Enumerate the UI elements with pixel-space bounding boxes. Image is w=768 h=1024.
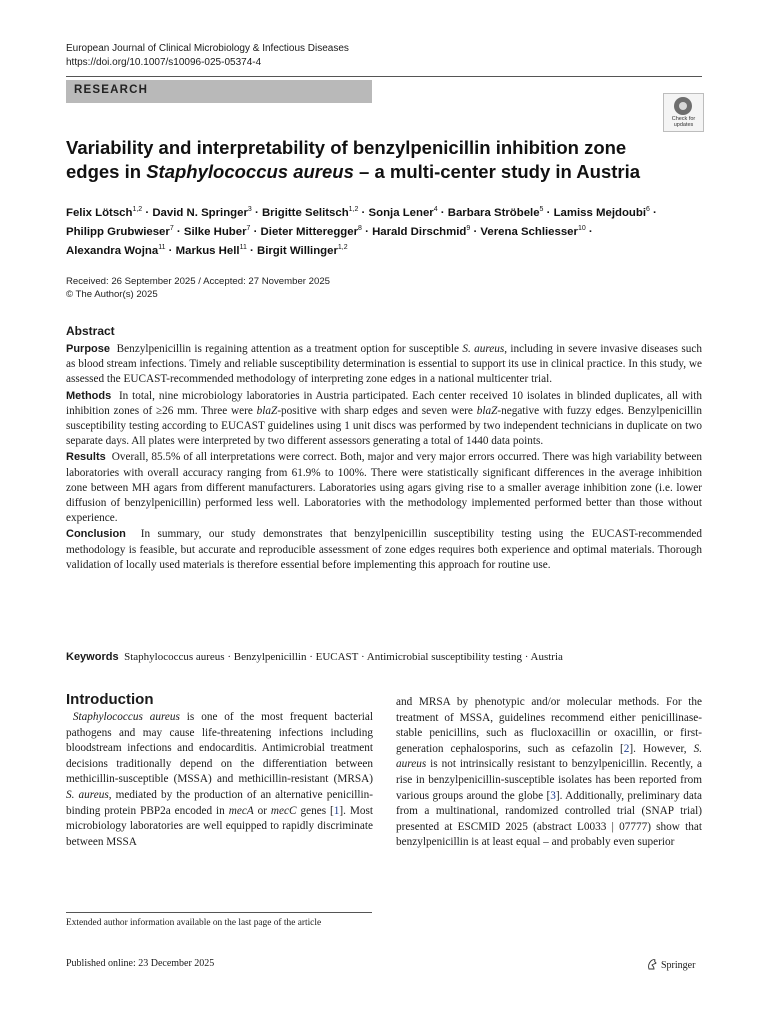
author-name[interactable]: Felix Lötsch [66,206,133,219]
check-updates-icon [674,97,692,115]
citation-link-3[interactable]: 3 [550,789,556,802]
introduction-heading: Introduction [66,691,154,708]
title-line-1: Variability and interpretability of benzylpenicillin inhibition zone [66,137,627,158]
author-affiliation: 3 [247,206,252,213]
publisher-logo [646,958,695,973]
footnote: Extended author information available on the last page of the article [66,918,322,928]
abstract-purpose: Purpose Benzylpenicillin is regaining attention as a treatment option for susceptible S. aureus, including in severe invasive diseases such as blood stream infections. Timely and reliable susceptibility determination is essential to support its use in clinical practice. In this study, we assessed the EUCAST-recommended methodology of interpreting zone edges in a national multicenter trial. [66,343,702,386]
author-name[interactable]: David N. Springer [152,206,248,219]
journal-name: European Journal of Clinical Microbiology & Infectious Diseases [66,43,349,54]
author-affiliation: 9 [466,224,471,232]
author-affiliation: 1,2 [337,243,348,251]
author-name[interactable]: Sonja Lener [368,206,434,219]
author-name[interactable]: Harald Dirschmid [372,225,467,238]
abstract-methods: Methods In total, nine microbiology laboratories in Austria participated. Each center received 10 isolates in blinded duplicates, all with inhibition zones of ≥26 mm. Three were blaZ-positive with sharp edges and seven were blaZ-negative with fuzzy edges. Benzylpenicillin susceptibility testing according to EUCAST guidelines using 1 unit discs was performed by two independent technicians in duplicate on two separate days. All plates were interpreted by two different assessors generating a total of 1440 data points. [66,389,703,448]
springer-horse-icon [646,958,658,970]
section-label: RESEARCH [74,84,149,96]
author-list: Felix Lötsch$^{1,2}$ · David N. Springer$^3$ · Brigitte Selitsch$^{1,2}$ · Sonja Lener$^4$ · Barbara Ströbele$^5$ · Lamiss Mejdoubi$^6$ · Philipp Grubwieser$^7$ · Silke Huber$^7$ · Dieter Mitteregger$^8$ · Harald Dirschmid$^9$ · Verena Schliesser$^{10}$ · Alexandra Wojna$^{11}$ · Markus Hell$^{11}$ · Birgit Willinger$^{1,2}$ [66,206,657,257]
author-name[interactable]: Markus Hell [175,244,240,257]
keywords-label: Keywords [66,651,119,663]
author-affiliation: 11 [239,243,247,251]
author-name[interactable]: Dieter Mitteregger [260,225,359,238]
keywords [66,650,702,664]
author-name[interactable]: Lamiss Mejdoubi [553,206,646,219]
author-affiliation: 7 [169,224,174,232]
copyright: © The Author(s) 2025 [66,289,158,300]
author-name[interactable]: Silke Huber [183,225,247,238]
article-dates [66,275,330,301]
author-affiliation: 1,2 [132,206,143,213]
author-name[interactable]: Philipp Grubwieser [66,225,170,238]
author-affiliation: 6 [645,206,650,213]
doi-link[interactable]: https://doi.org/10.1007/s10096-025-05374-4 [66,57,262,68]
keywords-text: Staphylococcus aureus · Benzylpenicillin · EUCAST · Antimicrobial susceptibility testing · Austria [124,651,563,663]
badge-text: Check for updates [671,116,696,128]
check-for-updates-badge[interactable] [663,93,704,132]
author-affiliation: 5 [539,206,544,213]
author-name[interactable]: Alexandra Wojna [66,244,159,257]
section-bar [66,80,372,103]
author-affiliation: 10 [577,224,586,232]
author-affiliation: 4 [433,206,438,213]
author-affiliation: 1,2 [348,206,359,213]
abstract-results: Results Overall, 85.5% of all interpretations were correct. Both, major and very major errors occurred. There was high variability between laboratories with overall accuracy ranging from 61.9% to 100%. There were statistically significant differences in the average inhibition zone between MH agars from different manufacturers. Laboratories using agars giving rise to a smaller average inhibition zone (i.e. lower diffusion of benzylpenicillin) performed less well. Laboratories with the methodology implemented performed better than those without experience. [66,451,702,525]
author-affiliation: 11 [158,243,166,251]
author-name[interactable]: Birgit Willinger [256,244,338,257]
intro-column-right: and MRSA by phenotypic and/or molecular methods. For the treatment of MSSA, guidelines recommend either penicillinase-stable penicillins, such as flucloxacillin or oxacillin, or first-generation cephalosporins, such as cefazolin [2]. However, S. aureus is not intrinsically resistant to benzylpenicillin. Recently, a rise in benzylpenicillin-susceptible isolates has been reported from various groups around the globe [3]. Additionally, preliminary data from a multinational, randomized controlled trial (SNAP trial) presented at ESCMID 2025 (abstract L0033 | 07777) show that benzylpenicillin is at least equal – and probably even superior [396,696,703,849]
author-affiliation: 7 [246,224,251,232]
intro-column-left: Staphylococcus aureus is one of the most frequent bacterial pathogens and may cause life-threatening infections including bloodstream infections and endocarditis. Antimicrobial treatment decisions traditionally depend on the differentiation between methicillin-susceptible (MSSA) and methicillin-resistant (MRSA) S. aureus, mediated by the production of an alternative penicillin-binding protein PBP2a encoded in mecA or mecC genes [1]. Most microbiology laboratories are well equipped to rapidly discriminate between MSSA [66,711,373,848]
citation-link-2[interactable]: 2 [623,742,630,755]
author-affiliation: 8 [358,224,362,232]
received-accepted: Received: 26 September 2025 / Accepted: 27 November 2025 [66,276,330,287]
footnote-rule [66,912,372,913]
author-name[interactable]: Verena Schliesser [480,225,578,238]
article-title [66,136,666,184]
journal-header [66,42,349,70]
citation-link-1[interactable]: 1 [333,804,340,817]
author-name[interactable]: Brigitte Selitsch [261,206,349,219]
author-name[interactable]: Barbara Ströbele [447,206,540,219]
abstract-body [66,342,702,574]
published-date: Published online: 23 December 2025 [66,958,215,969]
abstract-heading: Abstract [66,324,115,338]
header-rule [66,76,702,77]
publisher-name: Springer [661,960,696,971]
abstract-conclusion: Conclusion In summary, our study demonstrates that benzylpenicillin susceptibility testing using the EUCAST-recommended methodology is feasible, but accurate and reproducible assessment of zone edges requires both experience and optimal materials. Thorough validation of locally used materials is therefore essential before implementing this approach for routine use. [66,528,703,571]
title-line-2: edges in Staphylococcus aureus – a multi-center study in Austria [66,161,641,182]
